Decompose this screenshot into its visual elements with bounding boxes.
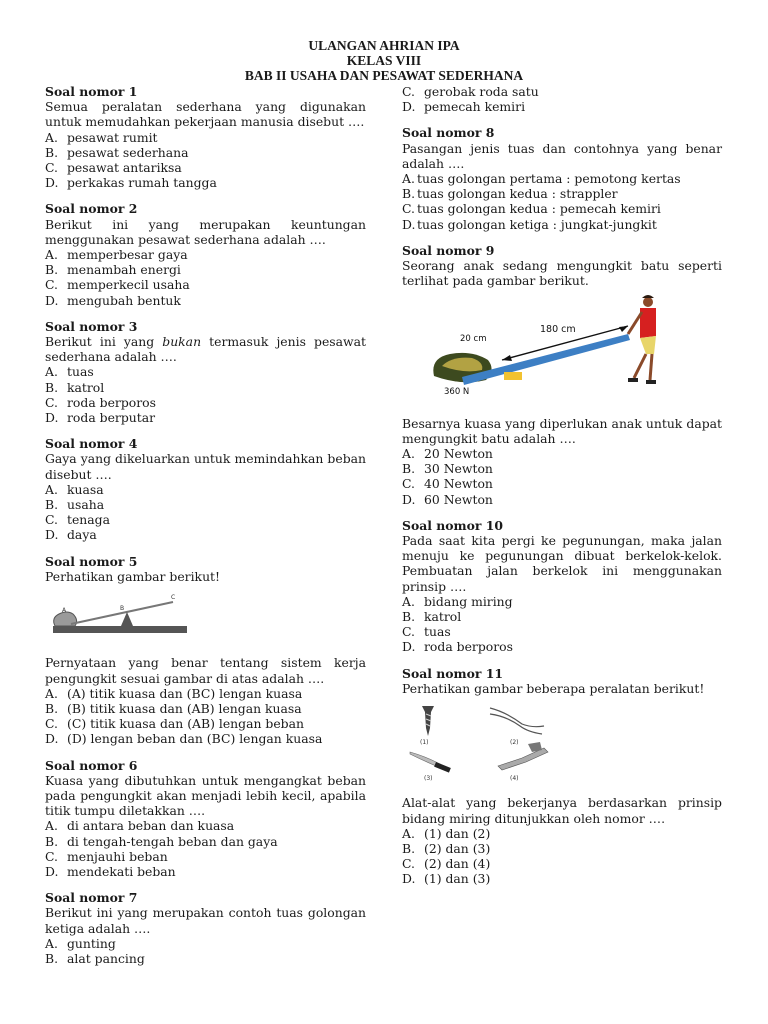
option-letter: B. (402, 609, 416, 625)
label-tool-1: (1) (420, 739, 429, 747)
answer-option (402, 594, 722, 609)
option-letter: D. (402, 216, 416, 232)
question-text-2: Besarnya kuasa yang diperlukan anak untuk dapat mengungkit batu adalah …. (402, 415, 722, 446)
question-text: Seorang anak sedang mengungkit batu seperti terlihat pada gambar berikut. (402, 258, 722, 289)
question-11 (402, 666, 722, 887)
option-letter: D. (45, 292, 59, 308)
option-letter: C. (402, 84, 415, 99)
option-text: kuasa (67, 481, 104, 497)
option-text: gerobak roda satu (424, 84, 539, 99)
answer-option (45, 262, 366, 277)
option-text: pesawat antariksa (67, 160, 182, 176)
option-letter: B. (45, 144, 59, 160)
option-text: roda berporos (424, 639, 513, 655)
option-letter: C. (45, 716, 58, 732)
arrow-head-right (619, 326, 628, 332)
option-list (45, 130, 366, 191)
label-a: A (62, 607, 67, 615)
option-letter: A. (45, 129, 58, 145)
answer-option (45, 247, 366, 262)
answer-option (45, 936, 366, 951)
option-letter: A. (402, 825, 415, 841)
option-text: pemecah kemiri (424, 99, 526, 115)
question-title: Soal nomor 7 (45, 890, 138, 906)
option-text: 60 Newton (424, 491, 493, 507)
label-weight: 360 N (444, 387, 470, 398)
answer-option (45, 818, 366, 833)
option-text: daya (67, 527, 97, 543)
question-1 (45, 84, 366, 190)
option-letter: B. (45, 262, 59, 278)
option-list (45, 364, 366, 425)
answer-option (45, 849, 366, 864)
question-text: Berikut ini yang merupakan keuntungan menggunakan pesawat sederhana adalah …. (45, 216, 366, 247)
option-text: pesawat rumit (67, 129, 158, 145)
answer-option (45, 951, 366, 966)
answer-option (45, 482, 366, 497)
question-title: Soal nomor 6 (45, 757, 138, 773)
option-letter: C. (402, 476, 415, 492)
answer-option (45, 145, 366, 160)
option-letter: A. (45, 364, 58, 380)
option-list (402, 84, 722, 114)
fulcrum-block (504, 372, 522, 380)
ground-bar (53, 626, 187, 633)
question-text-post: termasuk jenis pesawat sederhana adalah …. (45, 334, 367, 365)
option-letter: D. (402, 639, 416, 655)
question-intro: Perhatikan gambar berikut! (45, 568, 221, 584)
question-text (45, 334, 366, 364)
answer-option (45, 512, 366, 527)
question-3 (45, 319, 366, 425)
option-text: roda berputar (67, 410, 156, 426)
option-letter: D. (45, 175, 59, 191)
option-text: (B) titik kuasa dan (AB) lengan kuasa (67, 700, 302, 716)
option-letter: C. (45, 394, 58, 410)
option-text: (2) dan (3) (424, 840, 491, 856)
knife-handle (434, 762, 451, 773)
tools-figure (402, 702, 722, 785)
label-tool-2: (2) (510, 739, 519, 747)
right-column (402, 84, 722, 898)
option-letter: D. (402, 871, 416, 887)
question-title: Soal nomor 9 (402, 242, 495, 258)
answer-option (402, 84, 722, 99)
answer-option (45, 527, 366, 542)
option-text: di antara beban dan kuasa (67, 818, 235, 834)
question-6 (45, 758, 366, 880)
question-text: Alat-alat yang bekerjanya berdasarkan prinsip bidang miring ditunjukkan oleh nomor …. (402, 795, 722, 826)
answer-option (402, 461, 722, 476)
left-column (45, 84, 366, 977)
option-letter: B. (402, 186, 416, 202)
answer-option (402, 171, 722, 186)
lever-diagram (45, 590, 195, 642)
answer-option (402, 639, 722, 654)
option-list (45, 936, 366, 966)
option-letter: B. (45, 833, 59, 849)
answer-option (402, 186, 722, 201)
answer-option (45, 686, 366, 701)
option-text: katrol (424, 609, 462, 625)
question-text: Kuasa yang dibutuhkan untuk mengangkat beban pada pengungkit akan menjadi lebih kecil, apabila titik tumpu diletakkan …. (45, 772, 366, 819)
option-letter: D. (402, 99, 416, 115)
answer-option (45, 731, 366, 746)
option-text: memperkecil usaha (67, 277, 190, 293)
option-letter: D. (45, 731, 59, 747)
question-title: Soal nomor 5 (45, 553, 138, 569)
question-10 (402, 518, 722, 655)
question-title: Soal nomor 2 (45, 201, 138, 217)
option-letter: C. (45, 277, 58, 293)
lever-figure (45, 590, 366, 645)
boy-shorts (640, 336, 656, 354)
answer-option (402, 871, 722, 886)
option-list (402, 171, 722, 232)
pliers-handle (490, 714, 542, 734)
answer-option (45, 497, 366, 512)
option-text: tuas golongan ketiga : jungkat-jungkit (417, 216, 657, 232)
question-text: Pasangan jenis tuas dan contohnya yang benar adalah …. (402, 140, 722, 171)
option-text: katrol (67, 379, 105, 395)
option-list (45, 247, 366, 308)
answer-option (402, 624, 722, 639)
option-letter: B. (45, 379, 59, 395)
answer-option (45, 293, 366, 308)
option-letter: D. (45, 863, 59, 879)
question-text: Pada saat kita pergi ke pegunungan, maka jalan menuju ke pegunungan dibuat berkelok-kelok. Pembuatan jalan berkelok ini menggunakan prinsip …. (402, 533, 722, 594)
boy-shoe-left (628, 378, 638, 382)
option-text: usaha (67, 497, 105, 513)
answer-option (45, 130, 366, 145)
question-text: Gaya yang dikeluarkan untuk memindahkan beban disebut …. (45, 451, 366, 482)
label-tool-3: (3) (424, 775, 433, 783)
option-text: tuas (67, 364, 94, 380)
option-letter: A. (402, 446, 415, 462)
option-letter: A. (402, 593, 415, 609)
label-short-arm: 20 cm (460, 334, 487, 345)
option-list (402, 826, 722, 887)
option-text: mengubah bentuk (67, 292, 181, 308)
question-9 (402, 243, 722, 507)
answer-option (402, 856, 722, 871)
option-letter: D. (402, 491, 416, 507)
option-text: tuas golongan kedua : pemecah kemiri (417, 201, 661, 217)
option-text: 30 Newton (424, 461, 493, 477)
boy-hair (642, 295, 654, 298)
option-list (402, 446, 722, 507)
option-letter: B. (402, 461, 416, 477)
option-letter: A. (45, 247, 58, 263)
boy-shoe-right (646, 380, 656, 384)
boy-leg-right (650, 354, 652, 380)
answer-option (45, 175, 366, 190)
option-letter: A. (45, 818, 58, 834)
option-list (45, 818, 366, 879)
option-text: menjauhi beban (67, 848, 168, 864)
question-title: Soal nomor 4 (45, 436, 138, 452)
question-text: Berikut ini yang merupakan contoh tuas golongan ketiga adalah …. (45, 905, 366, 936)
option-text: (1) dan (2) (424, 825, 491, 841)
option-letter: B. (45, 950, 59, 966)
question-7 (45, 890, 366, 966)
label-long-arm: 180 cm (540, 324, 576, 336)
lever-boy-diagram (402, 294, 722, 402)
answer-option (402, 446, 722, 461)
question-4 (45, 436, 366, 542)
axe-icon (498, 748, 548, 770)
answer-option (45, 395, 366, 410)
option-letter: A. (45, 481, 58, 497)
option-letter: C. (45, 848, 58, 864)
option-letter: D. (45, 527, 59, 543)
option-letter: B. (402, 840, 416, 856)
option-letter: A. (402, 171, 415, 187)
exam-chapter: BAB II USAHA DAN PESAWAT SEDERHANA (244, 68, 524, 83)
answer-option (45, 380, 366, 395)
answer-option (402, 826, 722, 841)
option-letter: A. (45, 935, 58, 951)
tools-diagram (402, 702, 562, 782)
answer-option (45, 277, 366, 292)
option-text: perkakas rumah tangga (67, 175, 217, 191)
option-letter: A. (45, 685, 58, 701)
boy-arm (628, 312, 642, 334)
answer-option (402, 609, 722, 624)
exam-header (0, 38, 768, 83)
option-text: 20 Newton (424, 446, 493, 462)
boy-leg-left (634, 354, 646, 378)
option-text: di tengah-tengah beban dan gaya (67, 833, 278, 849)
exam-class: KELAS VIII (346, 53, 422, 68)
fulcrum-shape (121, 612, 133, 626)
option-letter: D. (45, 410, 59, 426)
answer-option (402, 217, 722, 232)
label-c: C (171, 594, 176, 602)
question-title: Soal nomor 11 (402, 665, 503, 681)
answer-option (402, 492, 722, 507)
option-text: gunting (67, 935, 116, 951)
question-5 (45, 554, 366, 747)
answer-option (45, 160, 366, 175)
answer-option (45, 701, 366, 716)
option-text: memperbesar gaya (67, 247, 188, 263)
answer-option (45, 364, 366, 379)
arrow-head-left (502, 355, 512, 361)
question-text: Pernyataan yang benar tentang sistem kerja pengungkit sesuai gambar di atas adalah …. (45, 655, 366, 686)
option-text: 40 Newton (424, 476, 493, 492)
option-text: (A) titik kuasa dan (BC) lengan kuasa (67, 685, 303, 701)
answer-option (402, 201, 722, 216)
option-letter: C. (45, 160, 58, 176)
option-text: tenaga (67, 512, 110, 528)
option-text: tuas (424, 624, 451, 640)
question-7-continued (402, 84, 722, 114)
question-text-emphasis: bukan (162, 334, 202, 350)
screw-icon (422, 706, 434, 736)
option-letter: C. (402, 856, 415, 872)
question-text-pre: Berikut ini yang (45, 334, 163, 350)
answer-option (45, 834, 366, 849)
answer-option (402, 841, 722, 856)
option-text: bidang miring (424, 593, 513, 609)
option-text: mendekati beban (67, 863, 176, 879)
option-text: (1) dan (3) (424, 871, 491, 887)
exam-title: ULANGAN AHRIAN IPA (308, 38, 460, 53)
question-title: Soal nomor 1 (45, 84, 138, 99)
option-text: pesawat sederhana (67, 144, 189, 160)
option-text: alat pancing (67, 950, 145, 966)
option-text: (D) lengan beban dan (BC) lengan kuasa (67, 731, 323, 747)
option-list (45, 686, 366, 747)
option-list (45, 482, 366, 543)
boy-head (643, 297, 653, 307)
question-title: Soal nomor 3 (45, 318, 138, 334)
option-text: (C) titik kuasa dan (AB) lengan beban (67, 716, 304, 732)
option-text: tuas golongan kedua : strappler (417, 186, 618, 202)
answer-option (45, 410, 366, 425)
answer-option (45, 864, 366, 879)
label-b: B (120, 605, 125, 613)
option-text: tuas golongan pertama : pemotong kertas (417, 171, 681, 187)
option-text: roda berporos (67, 394, 156, 410)
question-title: Soal nomor 10 (402, 517, 503, 533)
option-letter: B. (45, 497, 59, 513)
answer-option (45, 716, 366, 731)
option-text: menambah energi (67, 262, 181, 278)
answer-option (402, 99, 722, 114)
option-letter: B. (45, 700, 59, 716)
label-tool-4: (4) (510, 775, 519, 783)
option-letter: C. (45, 512, 58, 528)
question-intro: Perhatikan gambar beberapa peralatan berikut! (402, 680, 705, 696)
option-letter: C. (402, 624, 415, 640)
question-text: Semua peralatan sederhana yang digunakan untuk memudahkan pekerjaan manusia disebut …. (45, 99, 366, 130)
option-letter: C. (402, 201, 415, 217)
question-8 (402, 125, 722, 231)
question-2 (45, 201, 366, 307)
lever-boy-figure (402, 294, 722, 405)
option-text: (2) dan (4) (424, 856, 491, 872)
option-list (402, 594, 722, 655)
question-title: Soal nomor 8 (402, 125, 495, 141)
lever-bar (462, 334, 630, 385)
answer-option (402, 476, 722, 491)
